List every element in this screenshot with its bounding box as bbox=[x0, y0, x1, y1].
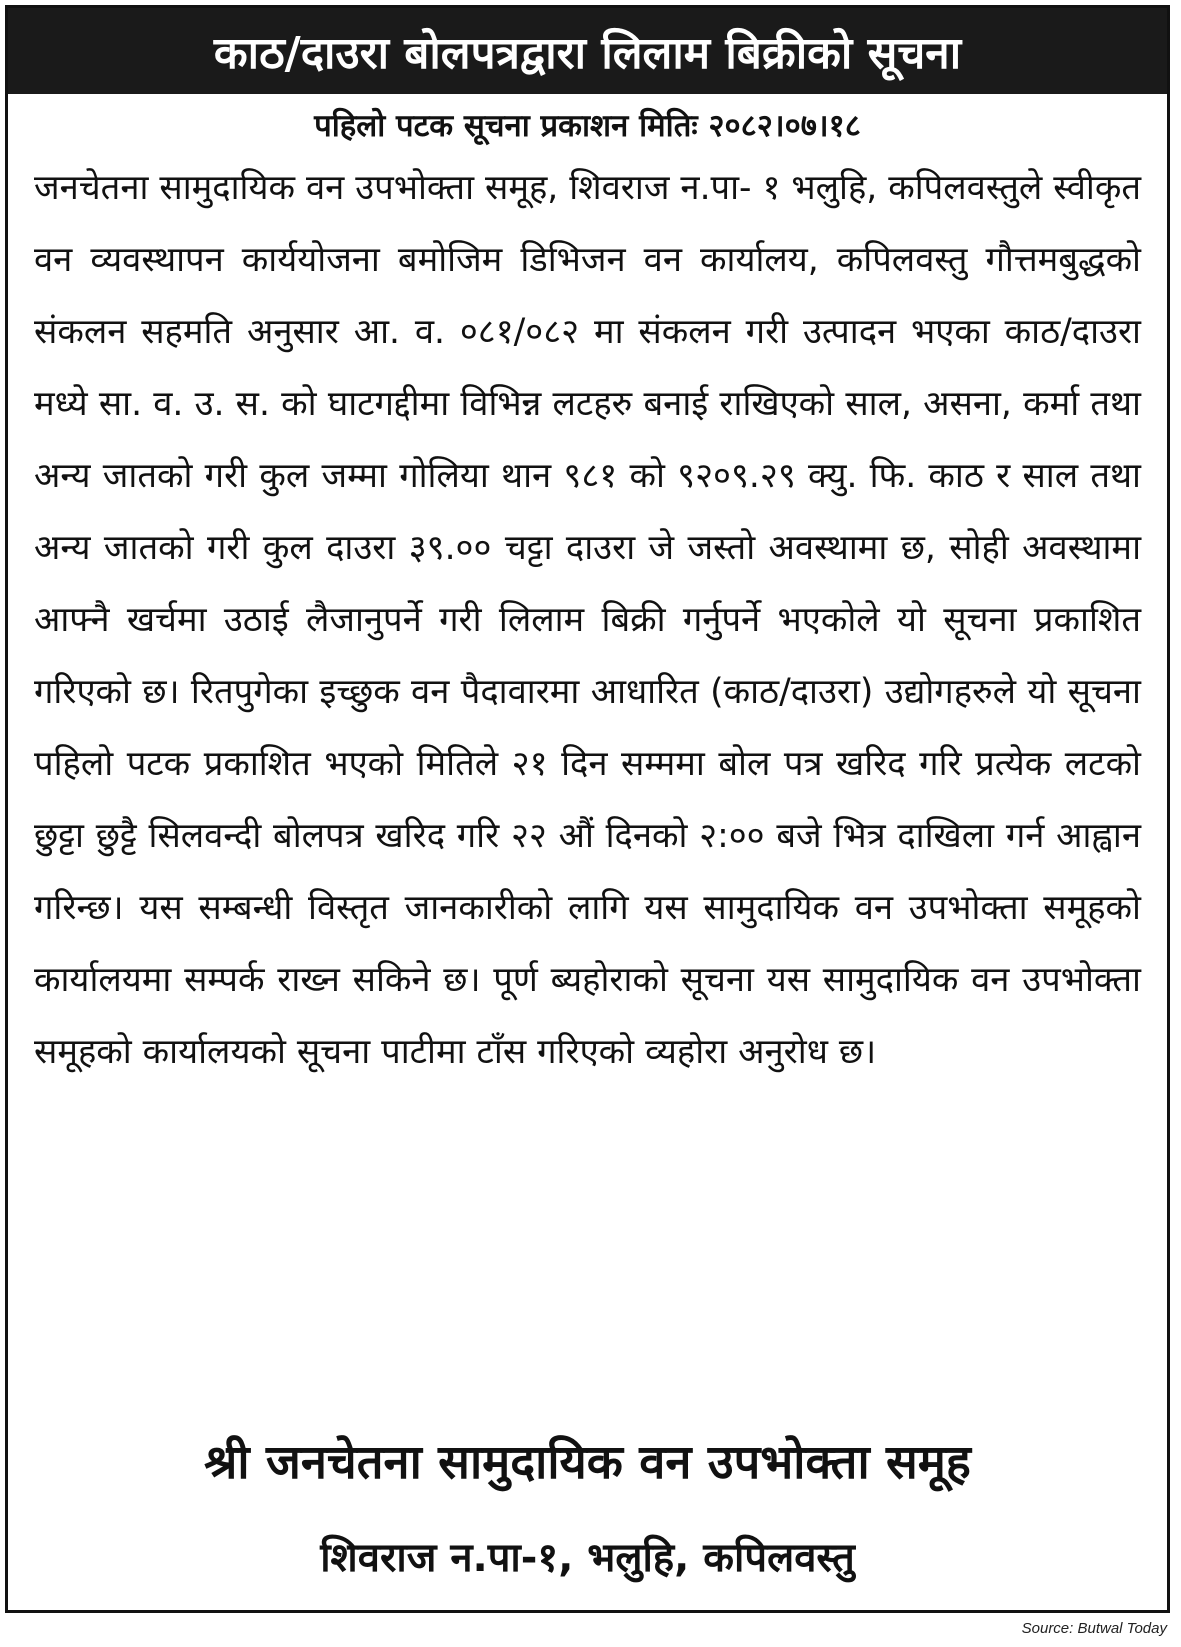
notice-body: जनचेतना सामुदायिक वन उपभोक्ता समूह, शिवराज न.पा- १ भलुहि, कपिलवस्तुले स्वीकृत वन व्यवस्थापन कार्ययोजना बमोजिम डिभिजन वन कार्यालय, कपिलवस्तु गौत्तमबुद्धको संकलन सहमति अनुसार आ. व. ०८१/०८२ मा संकलन गरी उत्पादन भएका काठ/दाउरा मध्ये सा. व. उ. स. को घाटगद्दीमा विभिन्न लटहरु बनाई राखिएको साल, असना, कर्मा तथा अन्य जातको गरी कुल जम्मा गोलिया थान ९८१ को ९२०९.२९ क्यु. फि. काठ र साल तथा अन्य जातको गरी कुल दाउरा ३९.०० चट्टा दाउरा जे जस्तो अवस्थामा छ, सोही अवस्थामा आफ्नै खर्चमा उठाई लैजानुपर्ने गरी लिलाम बिक्री गर्नुपर्ने भएकोले यो सूचना प्रकाशित गरिएको छ। रितपुगेका इच्छुक वन पैदावारमा आधारित (काठ/दाउरा) उद्योगहरुले यो सूचना पहिलो पटक प्रकाशित भएको मितिले २१ दिन सम्ममा बोल पत्र खरिद गरि प्रत्येक लटको छुट्टा छुट्टै सिलवन्दी बोलपत्र खरिद गरि २२ औं दिनको २:०० बजे भित्र दाखिला गर्न आह्वान गरिन्छ। यस सम्बन्धी विस्तृत जानकारीको लागि यस सामुदायिक वन उपभोक्ता समूहको कार्यालयमा सम्पर्क राख्न सकिने छ। पूर्ण ब्यहोराको सूचना यस सामुदायिक वन उपभोक्ता समूहको कार्यालयको सूचना पाटीमा टाँस गरिएको व्यहोरा अनुरोध छ। bbox=[34, 168, 1141, 1072]
notice-title: काठ/दाउरा बोलपत्रद्वारा लिलाम बिक्रीको सूचना bbox=[8, 8, 1167, 94]
organization-name: श्री जनचेतना सामुदायिक वन उपभोक्ता समूह bbox=[204, 1435, 971, 1490]
organization-address: शिवराज न.पा-१, भलुहि, कपिलवस्तु bbox=[320, 1535, 855, 1581]
source-credit: Source: Butwal Today bbox=[1021, 1620, 1167, 1637]
publication-date: पहिलो पटक सूचना प्रकाशन मितिः २०८२।०७।१८ bbox=[314, 108, 861, 144]
notice-box bbox=[5, 5, 1170, 1613]
